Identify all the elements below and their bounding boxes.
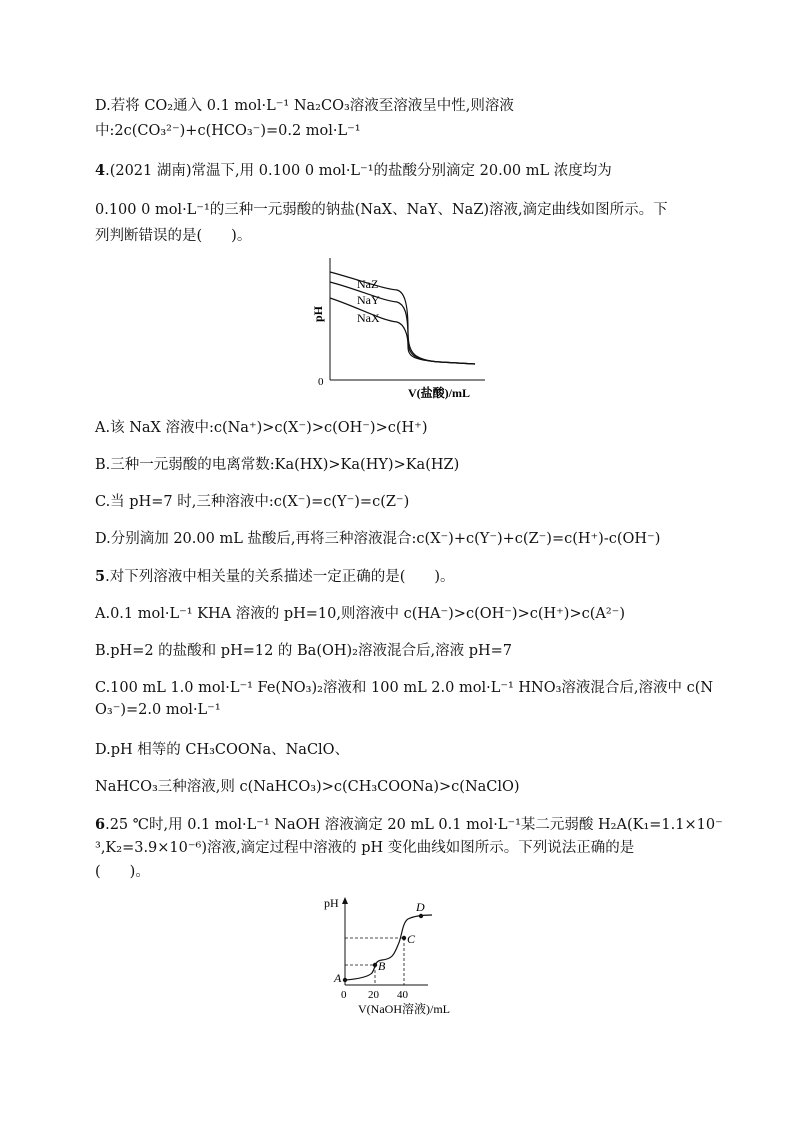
q6-stem-line2: ³,K₂=3.9×10⁻⁶)溶液,滴定过程中溶液的 pH 变化曲线如图所示。下列说法正确的是 <box>95 840 635 856</box>
q6-number: 6 <box>95 816 106 833</box>
q3-option-d-line1: D.若将 CO₂通入 0.1 mol·L⁻¹ Na₂CO₃溶液至溶液呈中性,则溶液 <box>95 98 514 114</box>
q4-option-c: C.当 pH=7 时,三种溶液中:c(X⁻)=c(Y⁻)=c(Z⁻) <box>95 494 410 510</box>
q4-label-nay: NaY <box>357 293 380 307</box>
q4-label-naz: NaZ <box>357 277 379 291</box>
q6-x-label: V(NaOH溶液)/mL <box>358 1002 450 1016</box>
q6-titration-figure <box>318 893 478 1023</box>
q6-tick-40: 40 <box>397 989 408 1001</box>
q4-titration-figure <box>300 250 500 405</box>
q4-option-b: B.三种一元弱酸的电离常数:Ka(HX)>Ka(HY)>Ka(HZ) <box>95 457 460 473</box>
q4-stem-line1 <box>95 161 612 181</box>
q6-stem-text: .25 ℃时,用 0.1 mol·L⁻¹ NaOH 溶液滴定 20 mL 0.1 mol·L⁻¹某二元弱酸 H₂A(K₁=1.1×10⁻ <box>105 817 723 833</box>
q6-stem-line1 <box>95 815 723 835</box>
q4-curve-naz <box>330 272 475 364</box>
q5-number: 5 <box>95 568 106 585</box>
q4-label-nax: NaX <box>357 311 380 325</box>
q6-point-c <box>402 936 406 940</box>
q4-y-label: pH <box>311 305 325 322</box>
q4-option-d: D.分别滴加 20.00 mL 盐酸后,再将三种溶液混合:c(X⁻)+c(Y⁻)+c(Z⁻)=c(H⁺)-c(OH⁻) <box>95 531 661 547</box>
q6-point-d <box>419 914 423 918</box>
q4-number: 4 <box>95 162 106 179</box>
q5-stem-text: .对下列溶液中相关量的关系描述一定正确的是( )。 <box>105 569 455 585</box>
q5-option-c-line2: O₃⁻)=2.0 mol·L⁻¹ <box>95 702 221 718</box>
q5-stem <box>95 567 455 587</box>
q5-option-d-line2: NaHCO₃三种溶液,则 c(NaHCO₃)>c(CH₃COONa)>c(NaClO) <box>95 779 520 795</box>
q5-option-a: A.0.1 mol·L⁻¹ KHA 溶液的 pH=10,则溶液中 c(HA⁻)>c(OH⁻)>c(H⁺)>c(A²⁻) <box>95 606 625 622</box>
q6-point-a <box>343 978 347 982</box>
q4-stem-line2: 0.100 0 mol·L⁻¹的三种一元弱酸的钠盐(NaX、NaY、NaZ)溶液,滴定曲线如图所示。下 <box>95 202 668 218</box>
q6-point-b <box>373 963 377 967</box>
q6-y-label: pH <box>324 896 339 910</box>
q4-stem-text: .(2021 湖南)常温下,用 0.100 0 mol·L⁻¹的盐酸分别滴定 20.00 mL 浓度均为 <box>105 163 612 179</box>
q6-label-a: A <box>334 971 342 985</box>
q5-option-b: B.pH=2 的盐酸和 pH=12 的 Ba(OH)₂溶液混合后,溶液 pH=7 <box>95 643 513 659</box>
q4-option-a: A.该 NaX 溶液中:c(Na⁺)>c(X⁻)>c(OH⁻)>c(H⁺) <box>95 420 428 436</box>
q6-label-b: B <box>378 959 386 973</box>
q4-x-label: V(盐酸)/mL <box>408 386 470 400</box>
q6-label-c: C <box>407 932 416 946</box>
q4-origin-label: 0 <box>318 376 324 388</box>
q6-label-d: D <box>416 900 425 914</box>
q5-option-d-line1: D.pH 相等的 CH₃COONa、NaClO、 <box>95 742 350 758</box>
q3-option-d-line2: 中:2c(CO₃²⁻)+c(HCO₃⁻)=0.2 mol·L⁻¹ <box>95 123 361 139</box>
q6-tick-0: 0 <box>341 989 347 1001</box>
q6-stem-line3: ( )。 <box>95 864 150 880</box>
q6-curve <box>345 915 432 980</box>
q5-option-c-line1: C.100 mL 1.0 mol·L⁻¹ Fe(NO₃)₂溶液和 100 mL 2.0 mol·L⁻¹ HNO₃溶液混合后,溶液中 c(N <box>95 680 714 696</box>
q6-y-arrow <box>342 897 348 904</box>
q4-curve-nax <box>330 298 475 364</box>
q4-stem-line3: 列判断错误的是( )。 <box>95 228 252 244</box>
q6-tick-20: 20 <box>368 989 379 1001</box>
